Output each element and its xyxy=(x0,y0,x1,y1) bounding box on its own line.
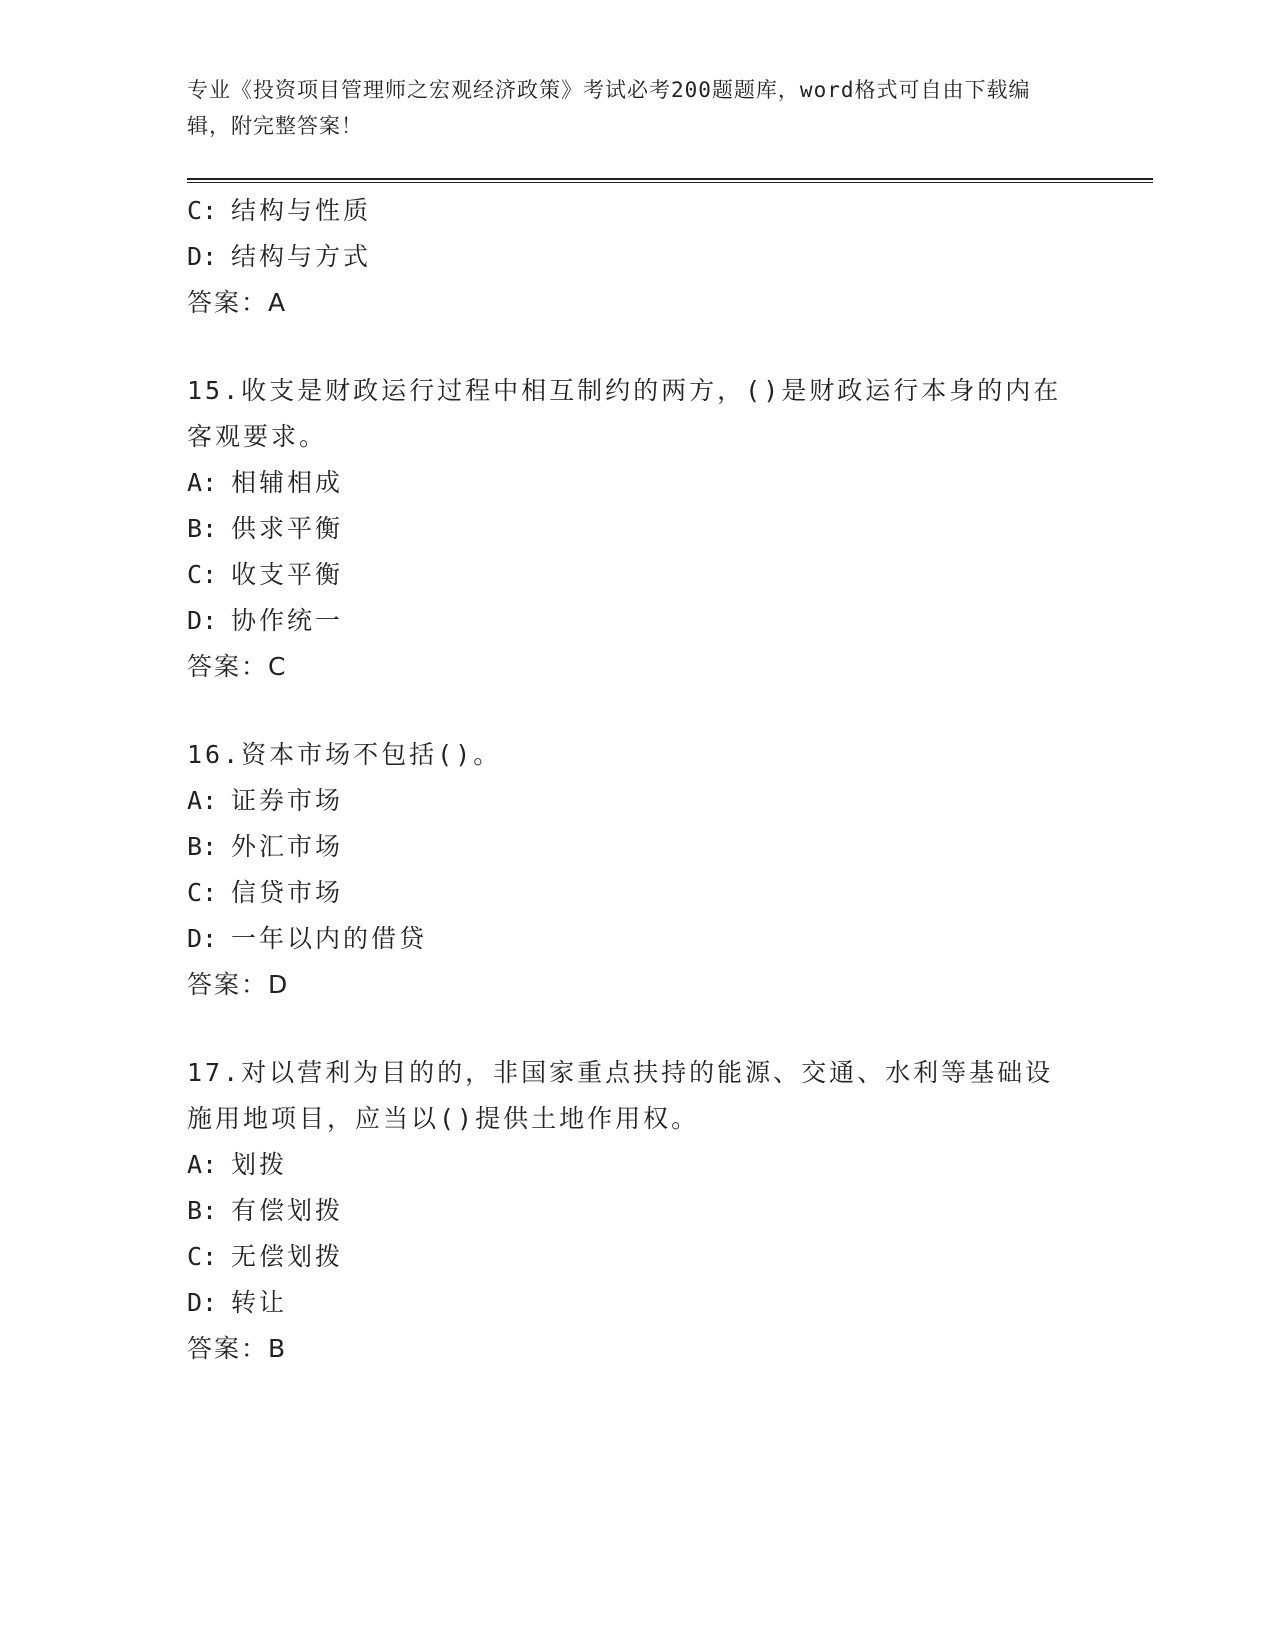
option-text: 结构与性质 xyxy=(231,196,372,225)
option-c xyxy=(187,1234,1087,1280)
question-17 xyxy=(187,1050,1087,1372)
question-stem: 15.收支是财政运行过程中相互制约的两方，()是财政运行本身的内在客观要求。 xyxy=(187,376,1062,451)
option-label: D: xyxy=(187,242,218,271)
question-content xyxy=(187,188,1087,1372)
document-header: 专业《投资项目管理师之宏观经济政策》考试必考200题题库，word格式可自由下载编辑，附完整答案！ xyxy=(187,78,1031,138)
option-label: D: xyxy=(187,1288,218,1317)
option-a xyxy=(187,460,1087,506)
option-label: A: xyxy=(187,468,218,497)
header-divider xyxy=(187,178,1153,183)
option-a xyxy=(187,778,1087,824)
option-d xyxy=(187,598,1087,644)
option-b xyxy=(187,506,1087,552)
question-stem: 16.资本市场不包括()。 xyxy=(187,740,502,769)
option-text: 信贷市场 xyxy=(231,878,344,907)
option-text: 外汇市场 xyxy=(231,832,344,861)
option-text: 转让 xyxy=(231,1288,288,1317)
option-c xyxy=(187,552,1087,598)
option-text: 收支平衡 xyxy=(231,560,344,589)
option-d xyxy=(187,916,1087,962)
answer-line: 答案：A xyxy=(187,288,288,317)
option-label: B: xyxy=(187,1196,218,1225)
question-stem: 17.对以营利为目的的，非国家重点扶持的能源、交通、水利等基础设施用地项目，应当以()提供土地作用权。 xyxy=(187,1058,1054,1133)
option-c xyxy=(187,188,1087,234)
option-b xyxy=(187,824,1087,870)
option-text: 有偿划拨 xyxy=(231,1196,344,1225)
option-label: A: xyxy=(187,1150,218,1179)
option-text: 相辅相成 xyxy=(231,468,344,497)
option-d xyxy=(187,1280,1087,1326)
option-b xyxy=(187,1188,1087,1234)
option-text: 无偿划拨 xyxy=(231,1242,344,1271)
answer-line: 答案：D xyxy=(187,970,290,999)
previous-question-tail xyxy=(187,188,1087,326)
option-label: D: xyxy=(187,924,218,953)
option-label: C: xyxy=(187,1242,218,1271)
option-label: C: xyxy=(187,878,218,907)
option-label: C: xyxy=(187,196,218,225)
option-a xyxy=(187,1142,1087,1188)
option-text: 协作统一 xyxy=(231,606,344,635)
option-text: 供求平衡 xyxy=(231,514,344,543)
option-text: 证券市场 xyxy=(231,786,344,815)
question-16 xyxy=(187,732,1087,1008)
answer-line: 答案：B xyxy=(187,1334,288,1363)
option-d xyxy=(187,234,1087,280)
option-label: C: xyxy=(187,560,218,589)
option-label: B: xyxy=(187,832,218,861)
option-c xyxy=(187,870,1087,916)
option-text: 划拨 xyxy=(231,1150,288,1179)
option-label: B: xyxy=(187,514,218,543)
option-label: D: xyxy=(187,606,218,635)
question-15 xyxy=(187,368,1087,690)
answer-line: 答案：C xyxy=(187,652,288,681)
option-label: A: xyxy=(187,786,218,815)
option-text: 结构与方式 xyxy=(231,242,372,271)
option-text: 一年以内的借贷 xyxy=(231,924,428,953)
